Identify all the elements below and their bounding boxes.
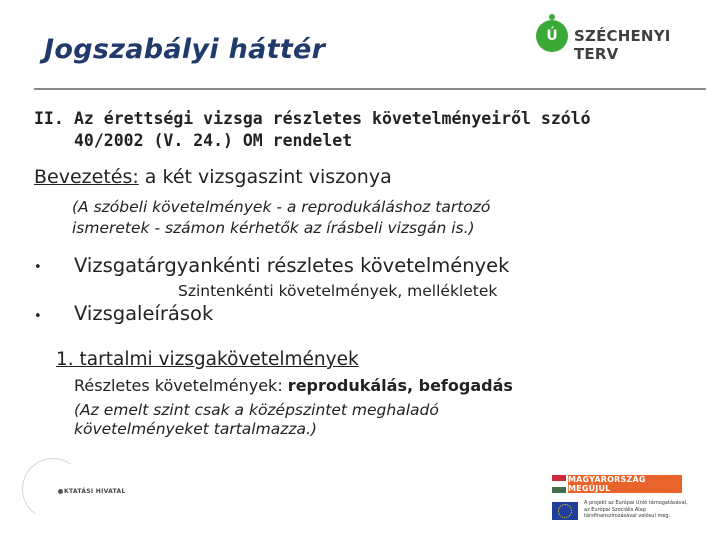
item-1-note-line-1: (Az emelt szint csak a középszintet meghaladó xyxy=(74,401,439,419)
bullet-item-descriptions: Vizsgaleírások xyxy=(74,302,214,325)
header-divider xyxy=(34,88,706,90)
bullet-marker: • xyxy=(34,260,42,275)
intro-note xyxy=(72,197,490,239)
eu-funding-text: A projekt az Európai Unió támogatásával, az Európai Szociális Alap társfinanszírozásával valósul meg. xyxy=(584,500,688,519)
szechenyi-logo-icon: Ú xyxy=(536,20,568,52)
intro-text: a két vizsgaszint viszonya xyxy=(138,166,392,188)
hungarian-flag-icon xyxy=(552,475,566,493)
intro-note-line-2: ismeretek - számon kérhetők az írásbeli vizsgán is.) xyxy=(72,219,475,237)
item-1-detail xyxy=(74,376,513,395)
detail-bold: reprodukálás, befogadás xyxy=(287,376,513,395)
bullet-marker: • xyxy=(34,309,42,324)
section-number: II. xyxy=(34,109,64,128)
intro-line xyxy=(34,166,392,188)
bullet-subitem: Szintenkénti követelmények, mellékletek xyxy=(178,282,498,300)
item-1-note-line-2: követelményeket tartalmazza.) xyxy=(74,420,317,438)
intro-label: Bevezetés: xyxy=(34,166,139,188)
section-line-2: 40/2002 (V. 24.) OM rendelet xyxy=(74,131,353,150)
section-line-1: Az érettségi vizsga részletes követelményeiről szóló xyxy=(74,109,591,128)
oktatasi-hivatal-logo-text: KTATÁSI HIVATAL xyxy=(64,488,126,495)
item-1-title: 1. tartalmi vizsgakövetelmények xyxy=(56,349,359,370)
bullet-item-requirements: Vizsgatárgyankénti részletes követelmények xyxy=(74,254,510,277)
intro-note-line-1: (A szóbeli követelmények - a reprodukáláshoz tartozó xyxy=(72,198,491,216)
szechenyi-logo-text: SZÉCHENYI TERV xyxy=(574,27,671,63)
section-heading xyxy=(34,108,674,152)
oktatasi-hivatal-dot-icon xyxy=(58,489,63,494)
item-1-note xyxy=(74,401,439,439)
magyarorszag-megujul-banner: MAGYARORSZÁG MEGÚJUL xyxy=(568,475,682,493)
eu-flag-icon xyxy=(552,502,578,520)
detail-label: Részletes követelmények: xyxy=(74,376,288,395)
page-title: Jogszabályi háttér xyxy=(44,34,326,65)
